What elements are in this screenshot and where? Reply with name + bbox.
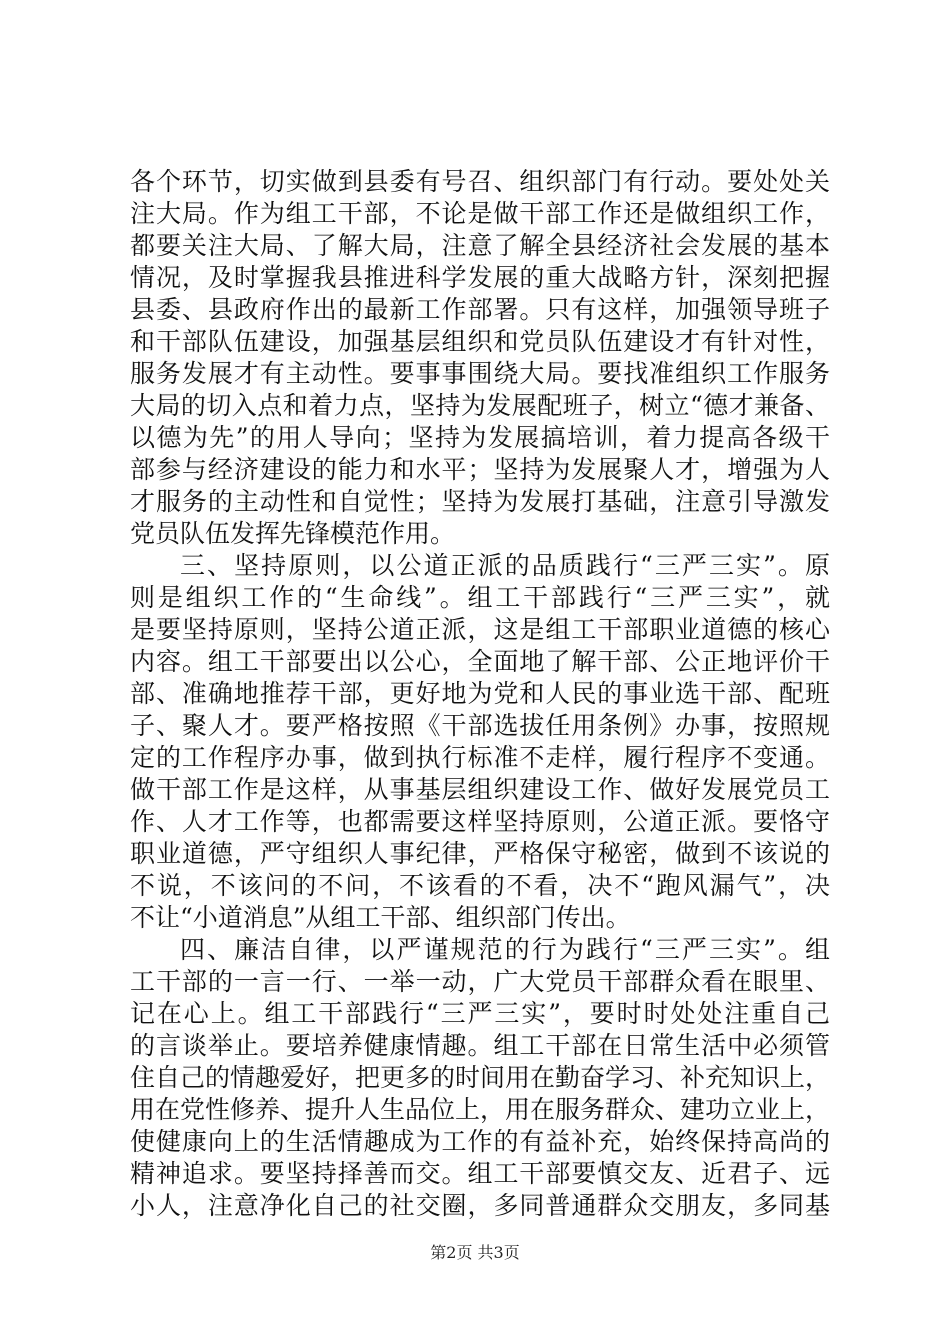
- text-line: 定的工作程序办事，做到执行标准不走样，履行程序不变通。: [130, 743, 830, 772]
- text-line: 住自己的情趣爱好，把更多的时间用在勤奋学习、补充知识上，: [130, 1063, 830, 1092]
- text-line: 内容。组工干部要出以公心，全面地了解干部、公正地评价干: [130, 647, 830, 676]
- text-line: 三、坚持原则，以公道正派的品质践行“三严三实”。原: [180, 551, 830, 580]
- text-line: 使健康向上的生活情趣成为工作的有益补充，始终保持高尚的: [130, 1127, 830, 1156]
- text-line: 和干部队伍建设，加强基层组织和党员队伍建设才有针对性，: [130, 327, 830, 356]
- text-line: 工干部的一言一行、一举一动，广大党员干部群众看在眼里、: [130, 967, 830, 996]
- text-line: 做干部工作是这样，从事基层组织建设工作、做好发展党员工: [130, 775, 830, 804]
- text-line: 四、廉洁自律，以严谨规范的行为践行“三严三实”。组: [180, 935, 830, 964]
- text-line: 的言谈举止。要培养健康情趣。组工干部在日常生活中必须管: [130, 1031, 830, 1060]
- text-line: 不让“小道消息”从组工干部、组织部门传出。: [130, 903, 631, 932]
- text-line: 作、人才工作等，也都需要这样坚持原则，公道正派。要恪守: [130, 807, 830, 836]
- text-line: 职业道德，严守组织人事纪律，严格保守秘密，做到不该说的: [130, 839, 830, 868]
- text-line: 小人，注意净化自己的社交圈，多同普通群众交朋友，多同基: [130, 1191, 830, 1220]
- text-line: 部参与经济建设的能力和水平；坚持为发展聚人才，增强为人: [130, 455, 830, 484]
- text-line: 是要坚持原则，坚持公道正派，这是组工干部职业道德的核心: [130, 615, 830, 644]
- text-line: 部、准确地推荐干部，更好地为党和人民的事业选干部、配班: [130, 679, 830, 708]
- text-line: 县委、县政府作出的最新工作部署。只有这样，加强领导班子: [130, 295, 830, 324]
- text-line: 才服务的主动性和自觉性；坚持为发展打基础，注意引导激发: [130, 487, 830, 516]
- text-line: 都要关注大局、了解大局，注意了解全县经济社会发展的基本: [130, 231, 830, 260]
- text-line: 党员队伍发挥先锋模范作用。: [130, 519, 456, 548]
- body-text: [130, 166, 830, 1222]
- text-line: 大局的切入点和着力点，坚持为发展配班子，树立“德才兼备、: [130, 391, 830, 420]
- text-line: 服务发展才有主动性。要事事围绕大局。要找准组织工作服务: [130, 359, 830, 388]
- text-line: 各个环节，切实做到县委有号召、组织部门有行动。要处处关: [130, 167, 830, 196]
- text-line: 子、聚人才。要严格按照《干部选拔任用条例》办事，按照规: [130, 711, 830, 740]
- text-line: 记在心上。组工干部践行“三严三实”，要时时处处注重自己: [130, 999, 830, 1028]
- text-line: 精神追求。要坚持择善而交。组工干部要慎交友、近君子、远: [130, 1159, 830, 1188]
- text-line: 以德为先”的用人导向；坚持为发展搞培训，着力提高各级干: [130, 423, 830, 452]
- text-line: 注大局。作为组工干部，不论是做干部工作还是做组织工作，: [130, 199, 830, 228]
- text-line: 用在党性修养、提升人生品位上，用在服务群众、建功立业上，: [130, 1095, 830, 1124]
- text-line: 不说，不该问的不问，不该看的不看，决不“跑风漏气”，决: [130, 871, 830, 900]
- text-line: 情况，及时掌握我县推进科学发展的重大战略方针，深刻把握: [130, 263, 830, 292]
- text-line: 则是组织工作的“生命线”。组工干部践行“三严三实”，就: [130, 583, 830, 612]
- page-footer: 第2页 共3页: [430, 1243, 520, 1262]
